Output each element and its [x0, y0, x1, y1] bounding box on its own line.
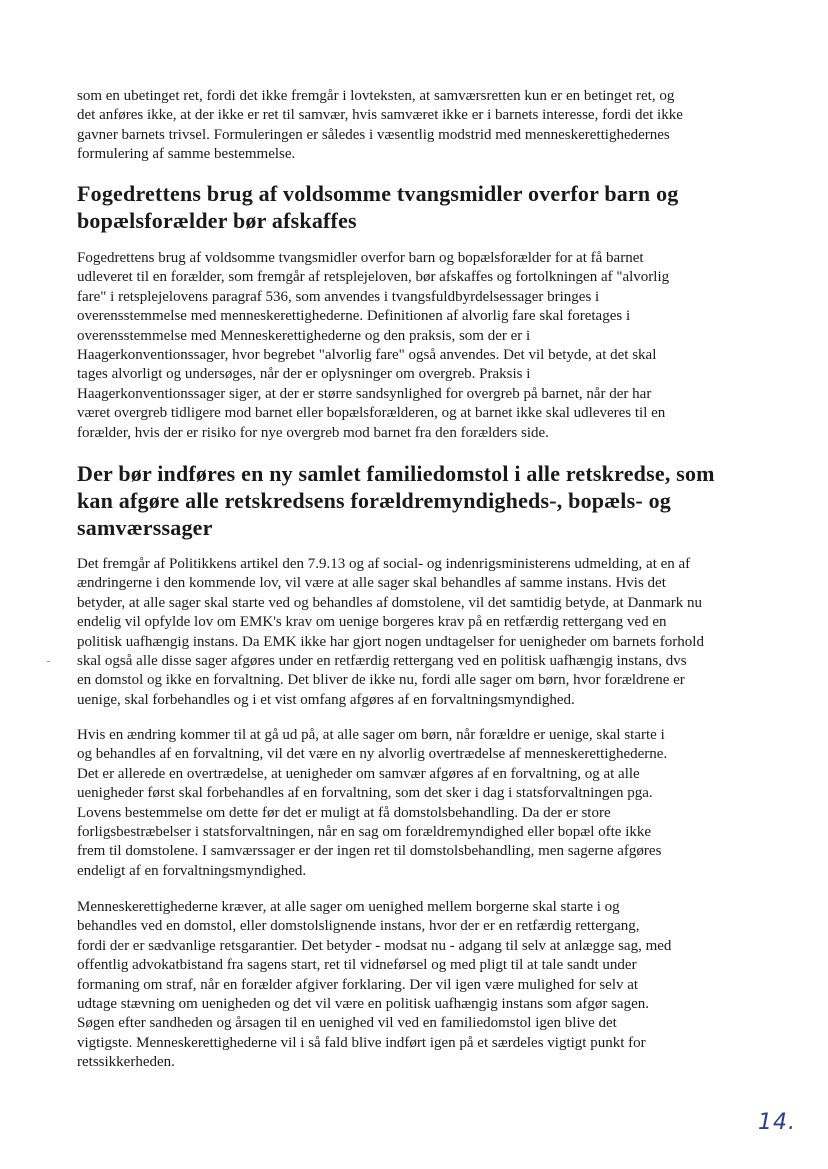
text-line: Det fremgår af Politikkens artikel den 7.9.13 og af social- og indenrigsministerens udmelding, at en af — [77, 556, 691, 572]
text-line: Haagerkonventionssager siger, at der er større sandsynlighed for overgreb på barnet, når der har — [77, 385, 652, 402]
text-line: udtage stævning om uenigheden og det vil være en politisk uafhængig instans som afgør sagen. — [77, 996, 649, 1013]
text-line: fordi der er sædvanlige retsgarantier. Det betyder - modsat nu - adgang til selv at anlægge sag, med — [77, 937, 672, 954]
text-line: offentlig advokatbistand fra sagens start, ret til vidneførsel og med pligt til at tale sandt under — [77, 957, 637, 974]
text-line: Lovens bestemmelse om dette før det er muligt at få domstolsbehandling. Da der er store — [77, 804, 611, 821]
paragraph — [77, 555, 757, 710]
paragraph — [77, 249, 757, 443]
text-line: Menneskerettighederne kræver, at alle sager om uenighed mellem borgerne skal starte i og — [77, 899, 620, 915]
text-line: gavner barnets trivsel. Formuleringen er således i væsentlig modstrid med menneskerettighedernes — [77, 126, 670, 143]
text-line: betyder, at alle sager skal starte ved og behandles af domstolene, vil det samtidig betyde, at Danmark nu — [77, 594, 703, 611]
text-line: vigtigste. Menneskerettighederne vil i så fald blive indført igen på et særdeles vigtigt punkt for — [77, 1034, 646, 1051]
text-line: uenige, skal forbehandles og i et vist omfang afgøres af en forvaltningsmyndighed. — [77, 691, 575, 708]
section-1-paragraph — [77, 249, 757, 443]
text-line: Fogedrettens brug af voldsomme tvangsmidler overfor barn og bopælsforælder for at få barnet — [77, 250, 644, 266]
section-2-paragraph-2 — [77, 726, 757, 881]
section-2-paragraph-1 — [77, 555, 757, 710]
text-line: skal også alle disse sager afgøres under en retfærdig rettergang ved en politisk uafhængig instans, dvs — [77, 653, 687, 670]
heading-line: Fogedrettens brug af voldsomme tvangsmidler overfor barn og — [77, 181, 679, 206]
text-line: frem til domstolene. I samværssager er der ingen ret til domstolsbehandling, men sagerne afgøres — [77, 843, 662, 860]
text-line: fare" i retsplejelovens paragraf 536, som anvendes i tvangsfuldbyrdelsessager bringes i — [77, 288, 600, 305]
heading — [77, 460, 757, 541]
text-line: Søgen efter sandheden og årsagen til en uenighed vil ved en familiedomstol igen blive det — [77, 1015, 617, 1032]
paragraph — [77, 726, 757, 881]
text-line: udleveret til en forælder, som fremgår af retsplejeloven, bør afskaffes og fortolkningen af "alvorlig — [77, 269, 670, 286]
text-line: Det er allerede en overtrædelse, at uenigheder om samvær afgøres af en forvaltning, og at alle — [77, 765, 640, 782]
text-line: som en ubetinget ret, fordi det ikke fremgår i lovteksten, at samværsretten kun er en betinget ret, og — [77, 88, 675, 104]
heading-line: kan afgøre alle retskredsens forældremyndigheds-, bopæls- og — [77, 488, 672, 513]
section-1-heading — [77, 180, 757, 234]
text-line: forligsbestræbelser i statsforvaltningen, når en sag om forældremyndighed eller bopæl ofte ikke — [77, 824, 652, 841]
heading — [77, 180, 757, 234]
text-line: Hvis en ændring kommer til at gå ud på, at alle sager om børn, når forældre er uenige, skal starte i — [77, 727, 665, 743]
text-line: formulering af samme bestemmelse. — [77, 146, 296, 163]
text-line: behandles ved en domstol, eller domstolslignende instans, hvor der er en retfærdig rettergang, — [77, 918, 640, 935]
text-line: uenigheder først skal forbehandles af en forvaltning, som det sker i dag i statsforvaltningen pga. — [77, 785, 653, 802]
paragraph — [77, 898, 757, 1073]
page-number: 14. — [758, 1110, 796, 1135]
text-line: endelig vil opfylde lov om EMK's krav om uenige borgeres krav på en retfærdig rettergang ved en — [77, 614, 667, 631]
text-line: endeligt af en forvaltningsmyndighed. — [77, 862, 307, 879]
text-line: formaning om straf, når en forælder afgiver forklaring. Der vil igen være mulighed for selv at — [77, 976, 639, 993]
text-line: tages alvorligt og undersøges, når der er oplysninger om overgreb. Praksis i — [77, 366, 531, 383]
text-line: en domstol og ikke en forvaltning. Det bliver de ikke nu, fordi alle sager om børn, hvor forældrene er — [77, 672, 685, 689]
text-line: ændringerne i den kommende lov, vil være at alle sager skal behandles af samme instans. Hvis det — [77, 575, 666, 592]
paragraph — [77, 87, 757, 165]
text-line: forælder, hvis der er risiko for nye overgreb mod barnet fra den forælders side. — [77, 424, 549, 441]
text-line: været overgreb tidligere mod barnet eller bopælsforælderen, og at barnet ikke skal udleveres til en — [77, 405, 666, 422]
text-line: retssikkerheden. — [77, 1054, 175, 1071]
text-line: politisk uafhængig instans. Da EMK ikke har gjort nogen undtagelser for uenigheder om barnets forhold — [77, 633, 704, 650]
heading-line: samværssager — [77, 515, 213, 540]
text-line: det anføres ikke, at der ikke er ret til samvær, hvis samværet ikke er i barnets interesse, fordi det ikke — [77, 107, 683, 124]
heading-line: Der bør indføres en ny samlet familiedomstol i alle retskredse, som — [77, 461, 715, 486]
section-2-paragraph-3 — [77, 898, 757, 1073]
scan-speck — [47, 661, 50, 662]
text-line: overensstemmelse med menneskerettighederne. Definitionen af alvorlig fare skal foretages i — [77, 308, 631, 325]
text-line: og behandles af en forvaltning, vil det være en ny alvorlig overtrædelse af menneskerettighederne. — [77, 746, 668, 763]
intro-paragraph — [77, 87, 757, 165]
text-line: Haagerkonventionssager, hvor begrebet "alvorlig fare" også anvendes. Det vil betyde, at det skal — [77, 347, 657, 364]
text-line: overensstemmelse med Menneskerettighederne og den praksis, som der er i — [77, 327, 531, 344]
section-2-heading — [77, 460, 757, 541]
heading-line: bopælsforælder bør afskaffes — [77, 208, 357, 233]
